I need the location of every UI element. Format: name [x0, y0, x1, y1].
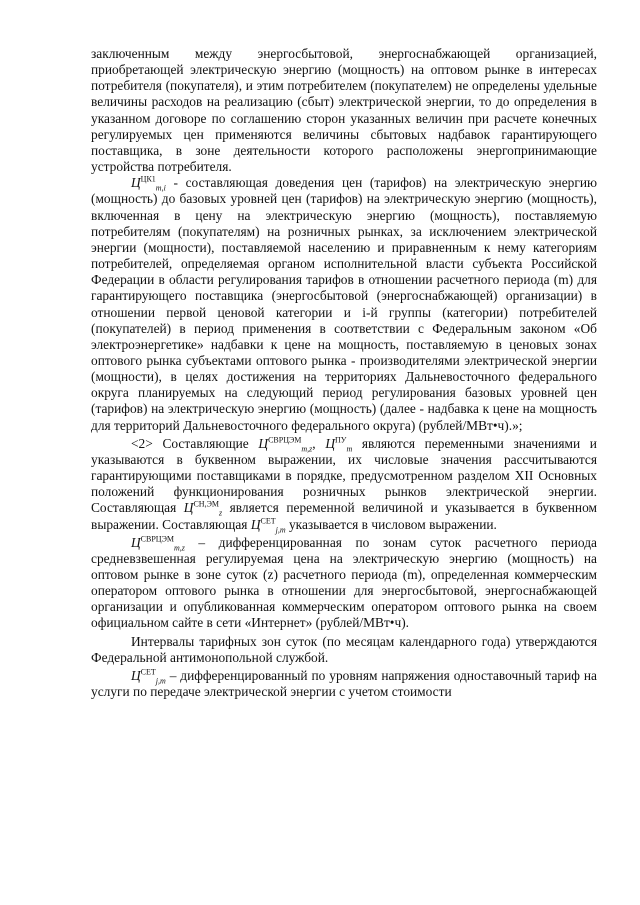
formula-symbol-c-pu: $Ц^{ПУ}_m$ — [325, 435, 353, 454]
formula-symbol-c-set: $Ц^{СЕТ}_{j,m}$ — [250, 516, 286, 535]
formula-symbol-c-set: $Ц^{СЕТ}_{j,m}$ — [131, 667, 166, 686]
paragraph-svrcem-definition: $Ц^{СВРЦЭМ}_{m,z}$ – дифференцированная по зонам суток расчетного периода средневзвешенная регулируемая цена на электрическую энергию (мощность) на оптовом рынке в зоне суток (z) расчетного периода (m), определенная коммерческим оператором оптового рынка в отношении для энергосбытовой, энергоснабжающей организации и опубликованная коммерческим оператором оптового рынка на своем официальном сайте в сети «Интернет» (рублей/МВт•ч). — [91, 534, 597, 631]
formula-symbol-c-sn-em: $Ц^{СН,ЭМ}_z$ — [183, 499, 223, 519]
document-page — [91, 46, 597, 700]
formula-symbol-c-svrcem: $Ц^{СВРЦЭМ}_{m,z}$ — [258, 435, 313, 454]
formula-symbol-c-svrcem: $Ц^{СВРЦЭМ}_{m,z}$ — [131, 534, 185, 553]
paragraph-price-component-ck1 — [91, 175, 597, 434]
paragraph-tariff-zones: Интервалы тарифных зон суток (по месяцам календарного года) утверждаются Федеральной антимонопольной службой. — [91, 633, 597, 665]
paragraph-footnote-2: <2> Составляющие $Ц^{СВРЦЭМ}_{m,z}$, $Ц^{ПУ}_m$ являются переменными значениями и указываются в буквенном выражении, их числовые значения рассчитываются гарантирующими поставщиками в порядке, предусмотренном разделом XII Основных положений функционирования розничных рынков электрической энергии. Составляющая $Ц^{СН,ЭМ}_z$ является переменной величиной и указывается в буквенном выражении. Составляющая $Ц^{СЕТ}_{j,m}$ указывается в числовом выражении. — [91, 435, 597, 535]
paragraph-sales-markup: заключенным между энергосбытовой, энергоснабжающей организацией, приобретающей электрическую энергию (мощность) на оптовом рынке в интересах потребителя (покупателя), и этим потребителем (покупателем) не определены удельные величины расходов на реализацию (сбыт) электрической энергии, то до определения в указанном договоре по соглашению сторон указанных величин при расчете конечных регулируемых цен применяются величины сбытовых надбавок гарантирующего поставщика, в зоне деятельности которого расположены энергопринимающие устройства потребителя. — [91, 46, 597, 175]
paragraph-text: - составляющая доведения цен (тарифов) на электрическую энергию (мощность) до базовых уровней цен (тарифов) на электрическую энергию (мощность), включенная в цену на электрическую энергию (мощность), поставляемую потребителям (покупателям) на розничных рынках, за исключением электрической энергии (мощности), поставляемой населению и приравненным к нему категориям потребителей, определяемая органом исполнительной власти субъекта Российской Федерации в области регулирования тарифов в отношении расчетного периода (m) для гарантирующего поставщика (энергосбытовой (энергоснабжающей) организации) в отношении первой ценовой категории и i-й группы (категории) потребителей (покупателей) в период применения в соответствии с Федеральным законом «Об электроэнергетике» надбавки к цене на мощность, поставляемую в ценовых зонах оптового рынка субъектами оптового рынка - производителями электрической энергии (мощности), в целях достижения на территориях Дальневосточного федерального округа планируемых на следующий период регулирования базовых уровней цен (тарифов) на электрическую энергию (мощность) (далее - надбавка к цене на мощность для территорий Дальневосточного федерального округа) (рублей/МВт•ч).»; — [91, 175, 597, 433]
paragraph-set-definition: $Ц^{СЕТ}_{j,m}$ – дифференцированный по уровням напряжения одноставочный тариф на услуги по передаче электрической энергии с учетом стоимости — [91, 667, 597, 700]
formula-symbol-c-ck1: $Ц^{ЦК1}_{m,i}$ — [131, 174, 166, 193]
